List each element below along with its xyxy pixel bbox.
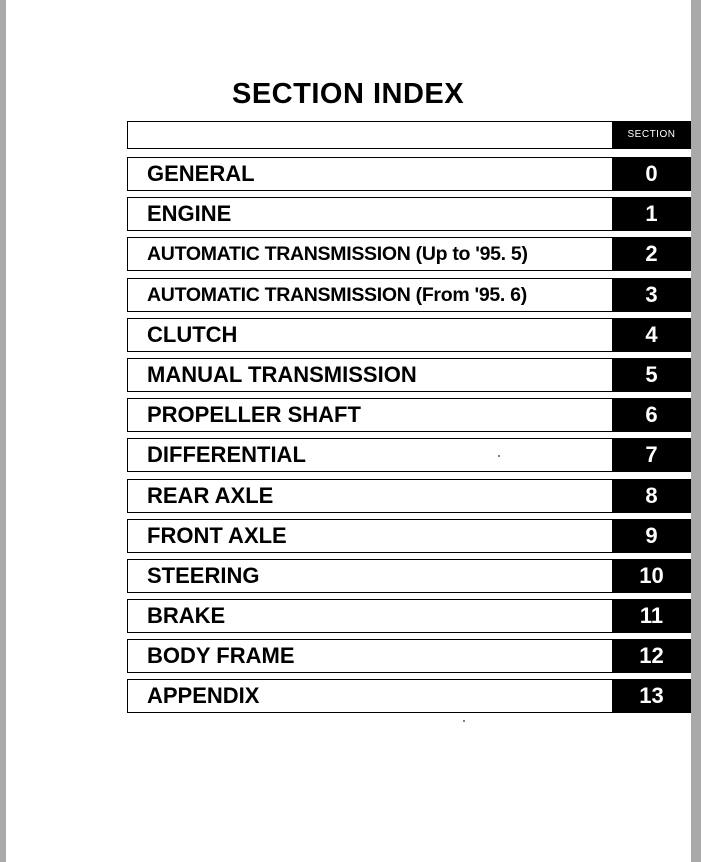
index-header-row bbox=[127, 121, 691, 149]
section-label: MANUAL TRANSMISSION bbox=[147, 361, 417, 387]
section-label: GENERAL bbox=[147, 161, 255, 186]
section-label: REAR AXLE bbox=[147, 482, 274, 508]
section-number: 11 bbox=[612, 599, 691, 633]
section-number: 9 bbox=[612, 519, 691, 553]
section-label: DIFFERENTIAL bbox=[147, 442, 306, 468]
section-row-automatic-transmission-up-to-95-5[interactable] bbox=[127, 237, 691, 271]
section-label: BODY FRAME bbox=[147, 643, 295, 669]
section-label: PROPELLER SHAFT bbox=[147, 402, 361, 428]
section-number: 10 bbox=[612, 559, 691, 593]
section-row-rear-axle[interactable] bbox=[127, 479, 691, 513]
document-page bbox=[6, 0, 691, 862]
section-number: 8 bbox=[612, 479, 691, 513]
section-index-table bbox=[127, 121, 691, 720]
speck-mark bbox=[463, 720, 465, 722]
section-label: APPENDIX bbox=[147, 683, 260, 709]
section-label: AUTOMATIC TRANSMISSION (From '95. 6) bbox=[147, 283, 527, 306]
section-row-engine[interactable] bbox=[127, 197, 691, 231]
section-label: BRAKE bbox=[147, 603, 226, 629]
section-label: ENGINE bbox=[147, 201, 232, 227]
section-row-propeller-shaft[interactable] bbox=[127, 398, 691, 432]
section-row-brake[interactable] bbox=[127, 599, 691, 633]
section-row-manual-transmission[interactable] bbox=[127, 358, 691, 392]
section-row-front-axle[interactable] bbox=[127, 519, 691, 553]
section-number: 3 bbox=[612, 278, 691, 312]
section-label: FRONT AXLE bbox=[147, 522, 287, 548]
section-label: STEERING bbox=[147, 562, 260, 588]
section-row-steering[interactable] bbox=[127, 559, 691, 593]
section-row-body-frame[interactable] bbox=[127, 639, 691, 673]
section-row-general[interactable] bbox=[127, 157, 691, 191]
section-number: 12 bbox=[612, 639, 691, 673]
section-row-appendix[interactable] bbox=[127, 679, 691, 713]
section-number: 5 bbox=[612, 358, 691, 392]
section-number: 13 bbox=[612, 679, 691, 713]
section-row-automatic-transmission-from-95-6[interactable] bbox=[127, 278, 691, 312]
section-number: 7 bbox=[612, 438, 691, 472]
section-row-clutch[interactable] bbox=[127, 318, 691, 352]
section-header-tab: SECTION bbox=[612, 121, 691, 149]
section-label: AUTOMATIC TRANSMISSION (Up to '95. 5) bbox=[147, 243, 528, 266]
section-number: 6 bbox=[612, 398, 691, 432]
speck-mark bbox=[498, 455, 500, 457]
section-label: CLUTCH bbox=[147, 321, 238, 347]
page-title: SECTION INDEX bbox=[232, 78, 465, 110]
section-number: 1 bbox=[612, 197, 691, 231]
section-number: 0 bbox=[612, 157, 691, 191]
section-number: 4 bbox=[612, 318, 691, 352]
section-number: 2 bbox=[612, 237, 691, 271]
section-row-differential[interactable] bbox=[127, 438, 691, 472]
